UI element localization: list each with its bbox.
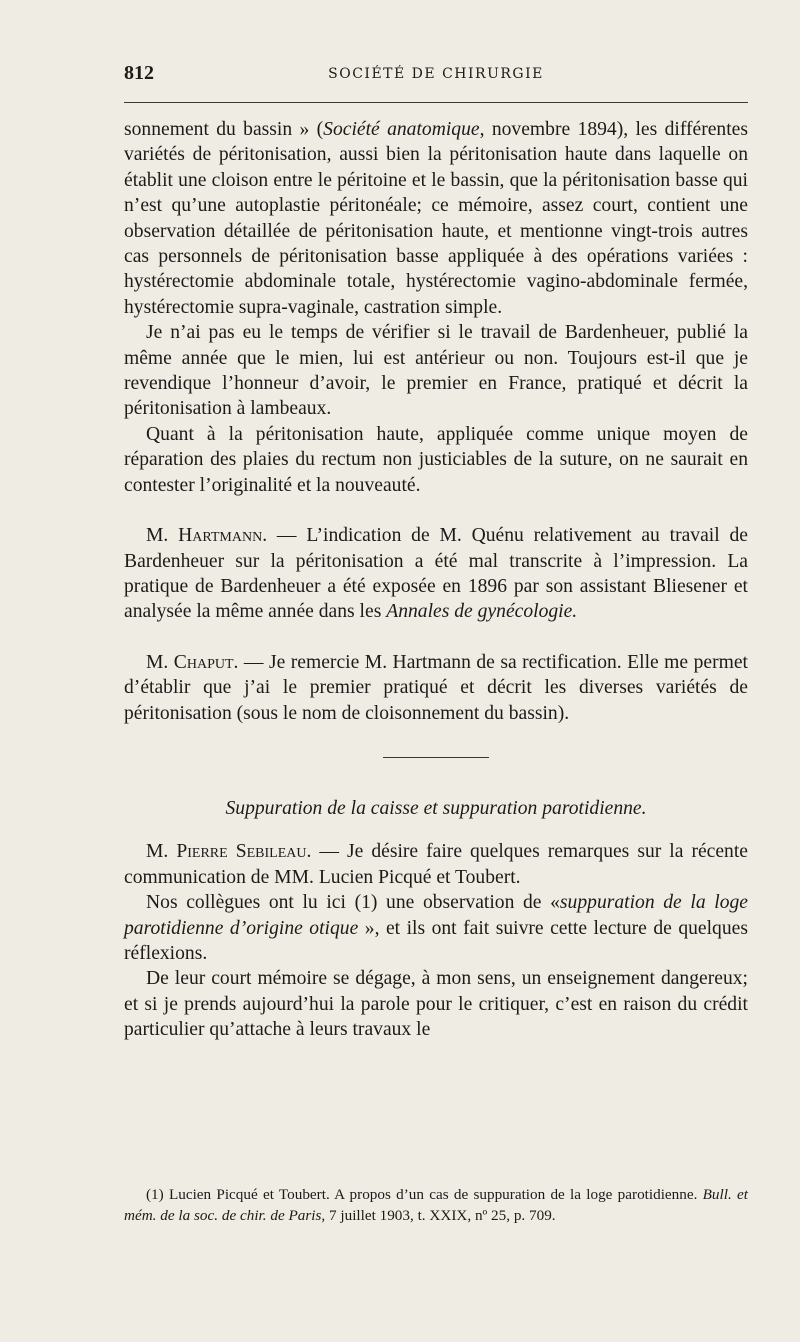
speaker-paragraph-chaput: M. Chaput. — Je remercie M. Hartmann de sa rectification. Elle me permet d’établir que j’ai le premier pratiqué et décrit les diverses variétés de péritonisation (sous le nom de cloisonnement du bassin). (124, 651, 748, 724)
footnote (124, 1184, 748, 1226)
section-separator (383, 757, 489, 758)
paragraph: Quant à la péritonisation haute, appliquée comme unique moyen de réparation des plaies du rectum non justiciables de la suture, on ne saurait en contester l’originalité et la nouveauté. (124, 423, 748, 496)
speaker-name: Hartmann (178, 525, 263, 547)
section-title: Suppuration de la caisse et suppuration parotidienne. (225, 797, 647, 819)
paragraph-continuation: sonnement du bassin » (Société anatomique, novembre 1894), les différentes variétés de péritonisation, aussi bien la péritonisation haute dans laquelle on établit une cloison entre le péritoine et le bassin, que la péritonisation basse qui n’est qu’une autoplastie péritonéale; ce mémoire, assez court, contient une observation détaillée de péritonisation haute, et mentionne vingt-trois autres cas personnels de péritonisation basse appliquée à des opérations variées : hystérectomie abdominale totale, hystérectomie vagino-abdominale fermée, hystérectomie supra-vaginale, castration simple. (124, 119, 748, 318)
speaker-name: Chaput (173, 651, 234, 673)
speaker-paragraph-sebileau: M. Pierre Sebileau. — Je désire faire quelques remarques sur la récente communication de MM. Lucien Picqué et Toubert. (124, 841, 748, 888)
running-title: SOCIÉTÉ DE CHIRURGIE (328, 66, 544, 82)
footnote-1: (1) Lucien Picqué et Toubert. A propos d’un cas de suppuration de la loge parotidienne. Bull. et mém. de la soc. de chir. de Paris, 7 juillet 1903, t. XXIX, nº 25, p. 709. (124, 1186, 748, 1224)
speaker-name: Pierre Sebileau (176, 841, 307, 863)
paragraph: Nos collègues ont lu ici (1) une observation de «suppuration de la loge parotidienne d’origine otique », et ils ont fait suivre cette lecture de quelques réflexions. (124, 892, 748, 964)
quoted-title: suppuration de la loge parotidienne d’origine otique (124, 892, 748, 939)
header-rule (124, 102, 748, 103)
journal-name: Annales de gynécologie. (386, 601, 578, 623)
paragraph: De leur court mémoire se dégage, à mon sens, un enseignement dangereux; et si je prends aujourd’hui la parole pour le critiquer, c’est en raison du crédit particulier qu’attache à leurs travaux le (124, 968, 748, 1041)
speaker-paragraph-hartmann: M. Hartmann. — L’indication de M. Quénu relativement au travail de Bardenheuer sur la péritonisation a été mal transcrite à l’impression. La pratique de Bardenheuer a été exposée en 1896 par son assistant Bliesener et analysée la même année dans les Annales de gynécologie. (124, 525, 748, 623)
paragraph: Je n’ai pas eu le temps de vérifier si le travail de Bardenheuer, publié la même année que le mien, lui est antérieur ou non. Toujours est-il que je revendique l’honneur d’avoir, le premier en France, pratiqué et décrit la péritonisation à lambeaux. (124, 322, 748, 420)
body-text (124, 117, 748, 1043)
page-number: 812 (124, 62, 154, 84)
journal-name: Société anatomique (323, 119, 480, 140)
page-header (124, 60, 748, 88)
journal-name: Bull. et mém. de la soc. de chir. de Paris (124, 1186, 748, 1224)
